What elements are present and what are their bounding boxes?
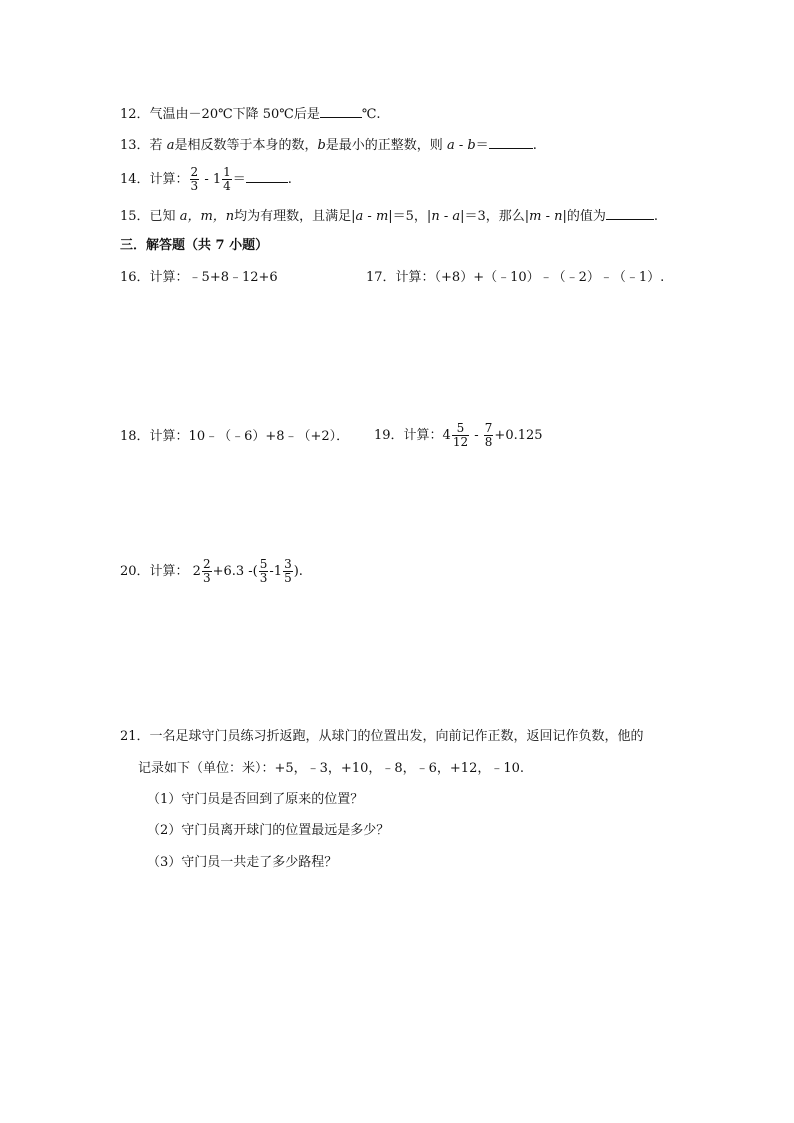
q14-f1-denominator: 3: [190, 179, 199, 193]
q15-answer-blank[interactable]: [606, 205, 654, 220]
q20-text: 20．计算： 2: [120, 564, 201, 579]
q20-f2-denominator: 3: [259, 571, 268, 585]
q19-suffix: +0.125: [494, 428, 543, 443]
question-13: [120, 134, 537, 156]
q19-f2-denominator: 8: [484, 435, 493, 449]
q15-text-5: |的值为: [562, 209, 606, 224]
q15-text-2: 均为有理数，且满足|: [234, 209, 356, 224]
q14-fraction-2: [222, 166, 232, 193]
q20-mid: +6.3 -(: [212, 564, 258, 579]
q14-f2-numerator: 1: [223, 165, 231, 179]
question-21-line-2: 记录如下（单位：米）：+5，﹣3，+10，﹣8，﹣6，+12，﹣10.: [138, 761, 525, 776]
q14-answer-blank[interactable]: [246, 168, 288, 183]
q19-fraction-2: [484, 422, 494, 449]
q20-f3-numerator: 3: [284, 557, 292, 571]
q20-f3-denominator: 5: [284, 571, 292, 585]
q15-text-1: 15．已知: [120, 209, 180, 224]
q13-equals: ＝: [475, 138, 489, 153]
q19-f2-numerator: 7: [484, 421, 493, 435]
q15-end: .: [653, 209, 659, 224]
q15-text-3: |＝5，|: [388, 209, 432, 224]
question-18: 18．计算：10﹣（﹣6）+8﹣（+2）．: [120, 429, 350, 444]
question-21-sub-1: （1）守门员是否回到了原来的位置？: [147, 792, 364, 807]
q20-fraction-1: [202, 558, 212, 585]
q12-suffix: ℃.: [361, 107, 381, 122]
q13-text-2: 是相反数等于本身的数，: [174, 138, 318, 153]
q14-fraction-1: [190, 166, 200, 193]
question-19: [374, 420, 543, 452]
q15-vars: a，m，n: [179, 209, 235, 224]
q20-f1-numerator: 2: [202, 557, 211, 571]
q13-end: .: [532, 138, 537, 153]
q14-equals: ＝: [232, 172, 246, 187]
q19-f1-denominator: 12: [452, 435, 469, 449]
q12-text: 12．气温由－20℃下降 50℃后是: [120, 107, 320, 122]
q19-text: 19．计算：4: [374, 428, 451, 443]
question-17: 17．计算：（+8）+（﹣10）﹣（﹣2）﹣（﹣1）.: [366, 270, 665, 285]
q19-minus: -: [470, 428, 483, 443]
q20-f1-denominator: 3: [202, 571, 211, 585]
q14-end: .: [287, 172, 292, 187]
question-14: [120, 164, 292, 196]
q15-expr-3: m - n: [529, 209, 563, 224]
question-12: [120, 103, 381, 125]
q14-f1-numerator: 2: [190, 165, 199, 179]
q20-fraction-2: [259, 558, 269, 585]
q14-minus: - 1: [200, 172, 222, 187]
q13-expression: a - b: [446, 138, 476, 153]
question-21-line-1: 21．一名足球守门员练习折返跑，从球门的位置出发，向前记作正数，返回记作负数，他的: [120, 729, 644, 744]
q19-f1-numerator: 5: [452, 422, 469, 436]
question-21-sub-3: （3）守门员一共走了多少路程？: [147, 855, 338, 870]
q14-f2-denominator: 4: [223, 179, 231, 193]
q13-var-a: a: [166, 138, 175, 153]
section-3-heading: 三．解答题（共 7 小题）: [120, 238, 269, 253]
q13-text-3: 是最小的正整数，则: [325, 138, 447, 153]
q13-text-1: 13．若: [120, 138, 167, 153]
q14-text: 14．计算：: [120, 172, 189, 187]
q13-answer-blank[interactable]: [489, 134, 533, 149]
q19-fraction-1: [452, 422, 469, 449]
question-15: [120, 205, 658, 227]
question-21-sub-2: （2）守门员离开球门的位置最远是多少？: [147, 823, 390, 838]
q12-answer-blank[interactable]: [320, 103, 362, 118]
q15-text-4: |＝3，那么|: [460, 209, 530, 224]
q20-fraction-3: [283, 558, 293, 585]
q20-suffix: ).: [293, 564, 303, 579]
q15-expr-1: a - m: [355, 209, 389, 224]
q20-mid-2: -1: [269, 564, 283, 579]
q15-expr-2: n - a: [431, 209, 461, 224]
question-20: [120, 556, 303, 588]
q20-f2-numerator: 5: [259, 557, 268, 571]
q13-var-b: b: [317, 138, 326, 153]
question-16: 16．计算：﹣5+8﹣12+6: [120, 270, 278, 285]
